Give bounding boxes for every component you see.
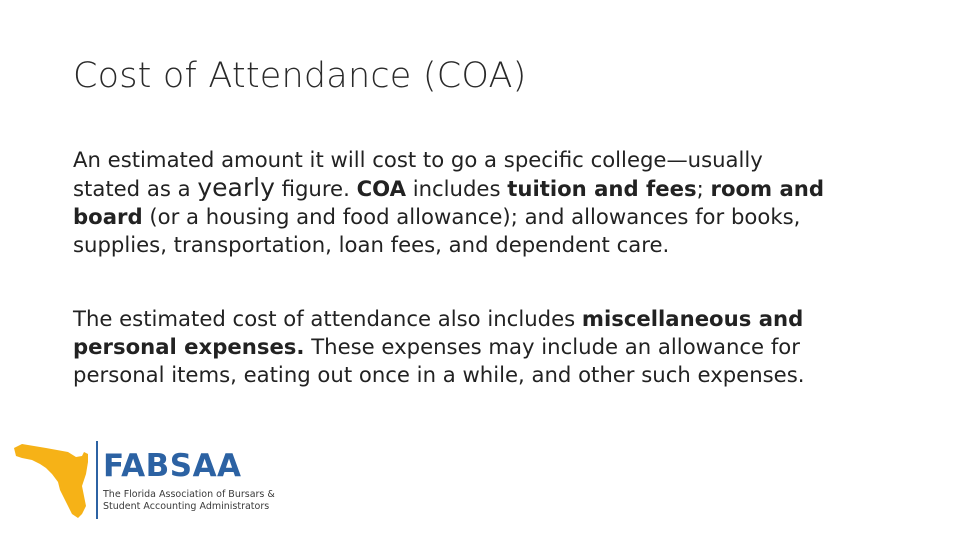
emphasis-yearly: yearly (197, 173, 275, 202)
text-line (73, 203, 873, 231)
text: These expenses may include an allowance for (304, 334, 800, 359)
text-line (73, 231, 873, 259)
slide-title: Cost of Attendance (COA) (73, 56, 527, 96)
text-line (73, 361, 873, 389)
bold-personal-expenses: personal expenses. (73, 334, 305, 359)
logo-divider (96, 441, 98, 519)
text-line (73, 305, 873, 333)
bold-tuition-and-fees: tuition and fees (507, 176, 697, 201)
text-line (73, 174, 873, 203)
text: stated as a (73, 176, 198, 201)
bold-miscellaneous-and: miscellaneous and (581, 306, 804, 331)
text: (or a housing and food allowance); and allowances for books, (142, 204, 801, 229)
bold-board: board (73, 204, 143, 229)
text-line (73, 146, 873, 174)
misc-expenses-paragraph (73, 305, 873, 389)
text: supplies, transportation, loan fees, and dependent care. (73, 232, 670, 257)
coa-definition-paragraph (73, 146, 873, 259)
logo-subtitle-line: Student Accounting Administrators (103, 500, 270, 512)
logo-subtitle-line: The Florida Association of Bursars & (103, 489, 275, 500)
bold-coa: COA (356, 176, 406, 201)
text: ; (696, 176, 711, 201)
text: The estimated cost of attendance also includes (73, 306, 582, 331)
logo-wordmark: FABSAA (103, 448, 242, 484)
logo-subtitle (103, 489, 275, 512)
text: An estimated amount it will cost to go a specific college—usually (73, 147, 763, 172)
text-line (73, 333, 873, 361)
text: figure. (274, 176, 357, 201)
bold-room-and: room and (710, 176, 825, 201)
text: includes (405, 176, 508, 201)
text: personal items, eating out once in a while, and other such expenses. (73, 362, 805, 387)
